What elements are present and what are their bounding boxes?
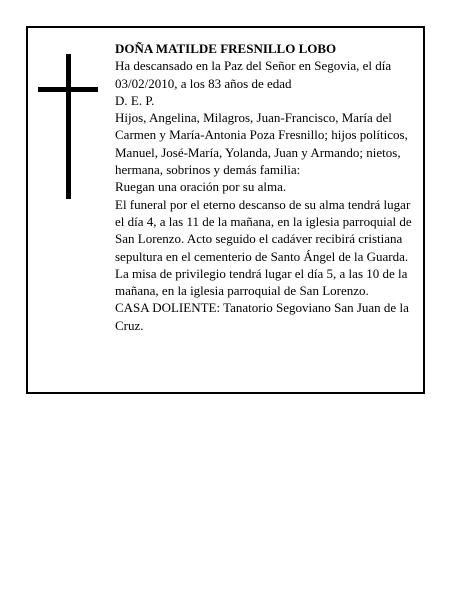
cross-horizontal-bar — [38, 87, 98, 92]
prayer-request: Ruegan una oración por su alma. — [115, 179, 287, 195]
deceased-name: DOÑA MATILDE FRESNILLO LOBO — [115, 41, 337, 56]
obituary-notice — [26, 26, 425, 394]
cross-icon — [38, 54, 98, 199]
cross-vertical-bar — [66, 54, 71, 199]
mourning-house: CASA DOLIENTE: Tanatorio Segoviano San Juan de la Cruz. — [115, 300, 409, 333]
funeral-details: El funeral por el eterno descanso de su alma tendrá lugar el día 4, a las 11 de la mañana, en la iglesia parroquial de San Lorenzo. Acto seguido el cadáver recibirá cristiana sepultura en el cementerio de Santo Ángel de la Guarda. La misa de privilegio tendrá lugar el día 5, a las 10 de la mañana, en la iglesia parroquial de San Lorenzo. — [115, 196, 412, 299]
notice-text — [115, 40, 415, 334]
notice-intro: Ha descansado en la Paz del Señor en Segovia, el día 03/02/2010, a los 83 años de edad — [115, 58, 392, 91]
family-list: Hijos, Angelina, Milagros, Juan-Francisco, María del Carmen y María-Antonia Poza Fresnillo; hijos políticos, Manuel, José-María, Yolanda, Juan y Armando; nietos, hermana, sobrinos y demás familia: — [115, 110, 408, 178]
rest-in-peace: D. E. P. — [115, 92, 155, 108]
